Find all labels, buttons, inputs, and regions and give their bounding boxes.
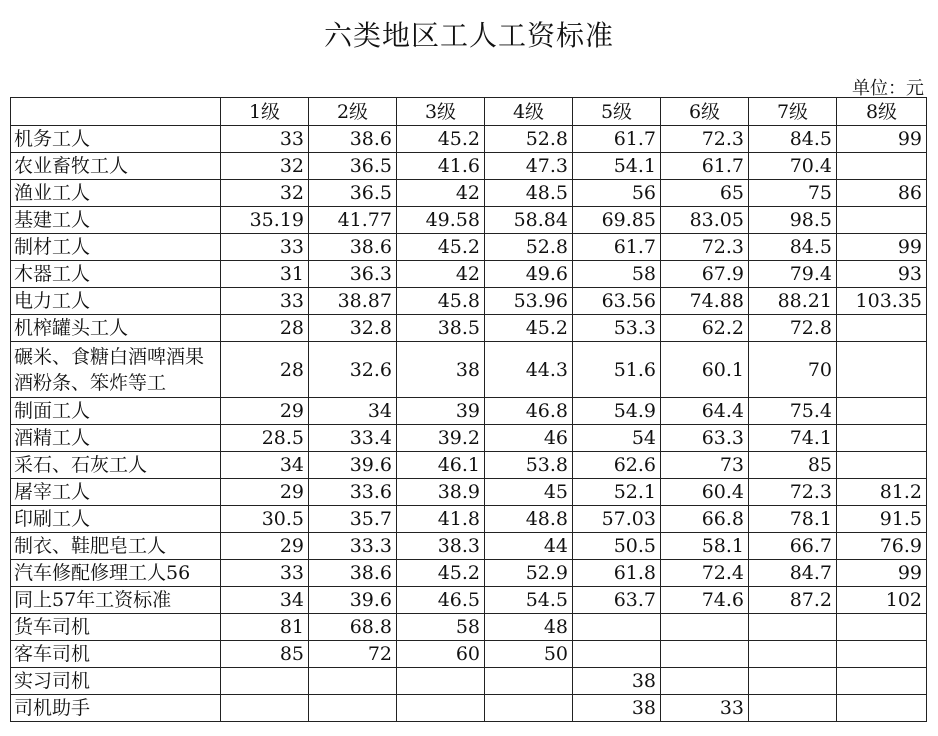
wage-cell: 44.3 xyxy=(485,342,573,398)
wage-cell xyxy=(749,695,837,722)
wage-cell: 41.6 xyxy=(397,153,485,180)
wage-cell: 85 xyxy=(221,641,309,668)
wage-cell: 54.1 xyxy=(573,153,661,180)
wage-cell xyxy=(661,668,749,695)
row-label: 制面工人 xyxy=(11,398,221,425)
header-cell-level-6: 6级 xyxy=(661,98,749,126)
wage-cell: 45.2 xyxy=(485,315,573,342)
wage-cell: 36.5 xyxy=(309,153,397,180)
wage-cell: 36.5 xyxy=(309,180,397,207)
row-label: 制衣、鞋肥皂工人 xyxy=(11,533,221,560)
wage-cell xyxy=(837,614,927,641)
wage-cell: 34 xyxy=(221,452,309,479)
wage-cell: 70.4 xyxy=(749,153,837,180)
wage-cell xyxy=(749,641,837,668)
wage-cell: 61.7 xyxy=(573,126,661,153)
page-title: 六类地区工人工资标准 xyxy=(323,19,614,52)
wage-cell: 32 xyxy=(221,180,309,207)
wage-cell xyxy=(749,614,837,641)
wage-cell: 48.5 xyxy=(485,180,573,207)
row-label: 农业畜牧工人 xyxy=(11,153,221,180)
wage-cell: 98.5 xyxy=(749,207,837,234)
row-label: 货车司机 xyxy=(11,614,221,641)
wage-cell xyxy=(837,668,927,695)
wage-cell: 79.4 xyxy=(749,261,837,288)
wage-cell: 45.2 xyxy=(397,126,485,153)
table-row xyxy=(11,126,927,153)
wage-cell: 102 xyxy=(837,587,927,614)
table-row xyxy=(11,533,927,560)
wage-cell: 99 xyxy=(837,560,927,587)
wage-cell: 72.3 xyxy=(661,126,749,153)
row-label: 司机助手 xyxy=(11,695,221,722)
table-row xyxy=(11,342,927,398)
wage-cell: 50.5 xyxy=(573,533,661,560)
wage-cell: 84.5 xyxy=(749,234,837,261)
wage-cell: 34 xyxy=(221,587,309,614)
wage-cell: 84.7 xyxy=(749,560,837,587)
wage-cell: 46.1 xyxy=(397,452,485,479)
wage-cell: 99 xyxy=(837,234,927,261)
wage-cell: 38.9 xyxy=(397,479,485,506)
row-label: 酒精工人 xyxy=(11,425,221,452)
wage-cell: 29 xyxy=(221,398,309,425)
wage-cell: 72 xyxy=(309,641,397,668)
wage-cell: 85 xyxy=(749,452,837,479)
wage-cell: 50 xyxy=(485,641,573,668)
wage-cell: 67.9 xyxy=(661,261,749,288)
wage-cell: 46.8 xyxy=(485,398,573,425)
wage-cell: 38.6 xyxy=(309,560,397,587)
wage-cell xyxy=(837,342,927,398)
wage-cell: 32 xyxy=(221,153,309,180)
wage-cell: 62.2 xyxy=(661,315,749,342)
wage-cell xyxy=(749,668,837,695)
row-label: 采石、石灰工人 xyxy=(11,452,221,479)
row-label: 印刷工人 xyxy=(11,506,221,533)
wage-cell: 52.8 xyxy=(485,126,573,153)
wage-cell: 48 xyxy=(485,614,573,641)
wage-cell: 52.8 xyxy=(485,234,573,261)
row-label: 电力工人 xyxy=(11,288,221,315)
wage-cell: 63.3 xyxy=(661,425,749,452)
header-cell-level-8: 8级 xyxy=(837,98,927,126)
wage-cell: 45.2 xyxy=(397,234,485,261)
wage-cell: 28 xyxy=(221,315,309,342)
wage-cell: 30.5 xyxy=(221,506,309,533)
wage-cell: 61.7 xyxy=(573,234,661,261)
wage-cell: 38.5 xyxy=(397,315,485,342)
row-label: 汽车修配修理工人56 xyxy=(11,560,221,587)
header-cell-level-7: 7级 xyxy=(749,98,837,126)
header-cell-level-5: 5级 xyxy=(573,98,661,126)
wage-cell: 49.58 xyxy=(397,207,485,234)
wage-cell: 38.6 xyxy=(309,126,397,153)
wage-cell: 103.35 xyxy=(837,288,927,315)
row-label: 客车司机 xyxy=(11,641,221,668)
wage-cell: 42 xyxy=(397,180,485,207)
wage-cell: 32.6 xyxy=(309,342,397,398)
wage-cell: 74.88 xyxy=(661,288,749,315)
row-label: 实习司机 xyxy=(11,668,221,695)
wage-cell: 35.7 xyxy=(309,506,397,533)
wage-cell: 46 xyxy=(485,425,573,452)
wage-cell xyxy=(573,641,661,668)
table-row xyxy=(11,315,927,342)
wage-cell xyxy=(837,695,927,722)
wage-cell: 46.5 xyxy=(397,587,485,614)
row-label: 制材工人 xyxy=(11,234,221,261)
wage-cell: 51.6 xyxy=(573,342,661,398)
wage-cell xyxy=(837,452,927,479)
wage-cell: 58.84 xyxy=(485,207,573,234)
wage-cell: 56 xyxy=(573,180,661,207)
wage-cell: 33 xyxy=(221,234,309,261)
wage-cell: 62.6 xyxy=(573,452,661,479)
wage-cell: 44 xyxy=(485,533,573,560)
table-row xyxy=(11,452,927,479)
wage-cell: 38 xyxy=(573,695,661,722)
wage-cell xyxy=(397,668,485,695)
wage-cell xyxy=(837,398,927,425)
wage-cell: 29 xyxy=(221,533,309,560)
wage-cell: 53.96 xyxy=(485,288,573,315)
wage-cell: 72.4 xyxy=(661,560,749,587)
header-cell-level-2: 2级 xyxy=(309,98,397,126)
wage-cell: 38.6 xyxy=(309,234,397,261)
wage-cell: 45.2 xyxy=(397,560,485,587)
table-row xyxy=(11,587,927,614)
wage-cell: 35.19 xyxy=(221,207,309,234)
wage-cell: 88.21 xyxy=(749,288,837,315)
wage-cell: 36.3 xyxy=(309,261,397,288)
header-cell-level-1: 1级 xyxy=(221,98,309,126)
wage-cell: 87.2 xyxy=(749,587,837,614)
row-label: 屠宰工人 xyxy=(11,479,221,506)
wage-cell xyxy=(661,614,749,641)
wage-cell: 54 xyxy=(573,425,661,452)
unit-label: 单位：元 xyxy=(852,78,924,99)
wage-cell: 42 xyxy=(397,261,485,288)
wage-cell: 32.8 xyxy=(309,315,397,342)
wage-cell: 39.6 xyxy=(309,587,397,614)
wage-cell xyxy=(837,207,927,234)
header-cell-level-4: 4级 xyxy=(485,98,573,126)
wage-cell: 39 xyxy=(397,398,485,425)
wage-cell: 64.4 xyxy=(661,398,749,425)
wage-cell: 58.1 xyxy=(661,533,749,560)
wage-cell: 63.7 xyxy=(573,587,661,614)
wage-cell xyxy=(837,425,927,452)
wage-cell: 81 xyxy=(221,614,309,641)
wage-cell: 68.8 xyxy=(309,614,397,641)
table-row xyxy=(11,695,927,722)
wage-cell: 38.3 xyxy=(397,533,485,560)
wage-cell xyxy=(573,614,661,641)
wage-cell: 84.5 xyxy=(749,126,837,153)
wage-cell: 47.3 xyxy=(485,153,573,180)
wage-cell: 81.2 xyxy=(837,479,927,506)
table-row xyxy=(11,425,927,452)
header-cell-blank xyxy=(11,98,221,126)
header-row xyxy=(11,98,927,126)
wage-cell: 31 xyxy=(221,261,309,288)
wage-cell xyxy=(661,641,749,668)
wage-cell: 70 xyxy=(749,342,837,398)
wage-cell: 72.3 xyxy=(661,234,749,261)
wage-cell: 33.3 xyxy=(309,533,397,560)
wage-cell: 38 xyxy=(397,342,485,398)
wage-cell: 75 xyxy=(749,180,837,207)
table-row xyxy=(11,560,927,587)
wage-cell: 38.87 xyxy=(309,288,397,315)
wage-cell: 61.7 xyxy=(661,153,749,180)
table-row xyxy=(11,234,927,261)
table-row xyxy=(11,180,927,207)
wage-cell xyxy=(397,695,485,722)
wage-cell: 41.77 xyxy=(309,207,397,234)
wage-cell: 83.05 xyxy=(661,207,749,234)
wage-cell: 72.3 xyxy=(749,479,837,506)
wage-cell: 33 xyxy=(221,288,309,315)
wage-cell: 78.1 xyxy=(749,506,837,533)
wage-cell: 33.4 xyxy=(309,425,397,452)
wage-cell: 65 xyxy=(661,180,749,207)
wage-cell: 41.8 xyxy=(397,506,485,533)
wage-cell: 33.6 xyxy=(309,479,397,506)
wage-cell: 33 xyxy=(661,695,749,722)
table-row xyxy=(11,261,927,288)
wage-cell xyxy=(837,641,927,668)
table-row xyxy=(11,207,927,234)
wage-cell: 48.8 xyxy=(485,506,573,533)
table-row xyxy=(11,479,927,506)
header-cell-level-3: 3级 xyxy=(397,98,485,126)
wage-cell: 72.8 xyxy=(749,315,837,342)
wage-cell: 74.1 xyxy=(749,425,837,452)
wage-cell: 58 xyxy=(397,614,485,641)
wage-cell: 52.9 xyxy=(485,560,573,587)
wage-cell: 99 xyxy=(837,126,927,153)
table-row xyxy=(11,153,927,180)
wage-cell xyxy=(309,695,397,722)
wage-cell: 33 xyxy=(221,126,309,153)
table-row xyxy=(11,668,927,695)
wage-cell: 28.5 xyxy=(221,425,309,452)
wage-cell: 86 xyxy=(837,180,927,207)
wage-cell: 33 xyxy=(221,560,309,587)
wage-cell: 57.03 xyxy=(573,506,661,533)
wage-cell: 58 xyxy=(573,261,661,288)
wage-cell xyxy=(221,695,309,722)
row-label: 木器工人 xyxy=(11,261,221,288)
wage-cell: 34 xyxy=(309,398,397,425)
row-label: 渔业工人 xyxy=(11,180,221,207)
wage-cell xyxy=(485,695,573,722)
wage-cell: 45.8 xyxy=(397,288,485,315)
wage-cell: 66.8 xyxy=(661,506,749,533)
wage-cell: 63.56 xyxy=(573,288,661,315)
wage-cell: 75.4 xyxy=(749,398,837,425)
wage-cell: 39.2 xyxy=(397,425,485,452)
wage-cell: 66.7 xyxy=(749,533,837,560)
wage-cell xyxy=(837,153,927,180)
wage-cell: 39.6 xyxy=(309,452,397,479)
wage-cell xyxy=(485,668,573,695)
wage-cell: 93 xyxy=(837,261,927,288)
wage-cell xyxy=(837,315,927,342)
wage-cell xyxy=(309,668,397,695)
wage-table xyxy=(10,97,927,722)
wage-cell: 29 xyxy=(221,479,309,506)
wage-cell: 28 xyxy=(221,342,309,398)
wage-cell: 49.6 xyxy=(485,261,573,288)
wage-cell: 53.3 xyxy=(573,315,661,342)
table-row xyxy=(11,398,927,425)
row-label: 机务工人 xyxy=(11,126,221,153)
table-row xyxy=(11,288,927,315)
wage-cell: 76.9 xyxy=(837,533,927,560)
table-row xyxy=(11,614,927,641)
wage-cell: 60 xyxy=(397,641,485,668)
row-label: 机榨罐头工人 xyxy=(11,315,221,342)
wage-cell: 73 xyxy=(661,452,749,479)
wage-cell: 60.4 xyxy=(661,479,749,506)
wage-cell: 91.5 xyxy=(837,506,927,533)
wage-cell: 54.5 xyxy=(485,587,573,614)
wage-cell: 60.1 xyxy=(661,342,749,398)
row-label: 基建工人 xyxy=(11,207,221,234)
wage-cell: 69.85 xyxy=(573,207,661,234)
wage-cell: 38 xyxy=(573,668,661,695)
wage-cell: 45 xyxy=(485,479,573,506)
row-label: 碾米、食糖白酒啤酒果酒粉条、笨炸等工 xyxy=(11,342,221,398)
wage-cell: 74.6 xyxy=(661,587,749,614)
wage-cell: 61.8 xyxy=(573,560,661,587)
row-label: 同上57年工资标准 xyxy=(11,587,221,614)
table-row xyxy=(11,506,927,533)
wage-cell xyxy=(221,668,309,695)
wage-cell: 54.9 xyxy=(573,398,661,425)
table-row xyxy=(11,641,927,668)
wage-cell: 52.1 xyxy=(573,479,661,506)
wage-cell: 53.8 xyxy=(485,452,573,479)
